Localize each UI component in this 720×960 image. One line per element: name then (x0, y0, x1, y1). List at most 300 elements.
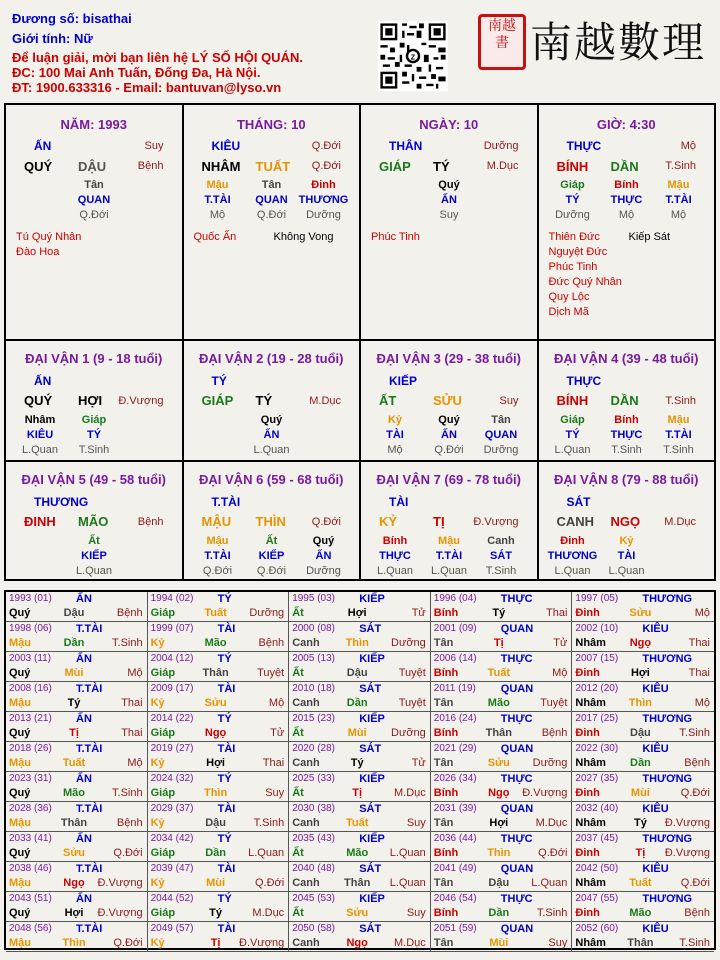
luck-title: ĐẠI VẬN 3 (29 - 38 tuổi) (376, 351, 521, 366)
hidden-god: TÝ (565, 429, 580, 441)
year-ten-god: THƯƠNG (642, 893, 693, 905)
year-label: 2022 (30) (575, 743, 619, 754)
year-phase: Tuyệt (398, 667, 426, 679)
year-stem: Tân (433, 637, 454, 649)
year-cell (148, 592, 290, 622)
year-label: 2036 (44) (433, 833, 477, 844)
hidden-stem: Canh (487, 535, 515, 547)
year-branch: Thìn (628, 697, 652, 709)
luck-period-4 (539, 341, 715, 460)
year-ten-god: THƯƠNG (642, 773, 693, 785)
year-cell (431, 622, 573, 652)
year-branch: Tý (492, 607, 506, 619)
year-branch: Tuất (345, 817, 369, 829)
year-label: 2020 (28) (292, 743, 335, 754)
shen-sha: Không Vong (273, 231, 334, 243)
year-stem: Quý (9, 787, 31, 799)
year-stem: Đinh (575, 907, 600, 919)
year-phase: Thai (688, 667, 710, 679)
year-label: 2046 (54) (433, 893, 477, 904)
year-label: 2031 (39) (433, 803, 477, 814)
year-branch: Dần (630, 757, 651, 769)
year-stem: Kỷ (150, 697, 165, 709)
heavenly-stem: CANH (556, 514, 595, 529)
year-ten-god: KIẾP (359, 593, 385, 605)
year-phase: T.Sinh (679, 937, 710, 949)
year-ten-god: KIẾP (359, 773, 385, 785)
year-cell (572, 712, 714, 742)
earthly-branch: DẬU (78, 159, 107, 174)
life-phase: Q.Đới (311, 140, 341, 152)
year-phase: Q.Đới (538, 847, 568, 859)
year-label: 2049 (57) (150, 923, 194, 934)
year-cell (431, 742, 573, 772)
year-label: 2042 (50) (575, 863, 619, 874)
year-stem: Giáp (150, 787, 176, 799)
year-label: 2048 (56) (9, 923, 52, 934)
pillar-1 (6, 105, 184, 339)
year-ten-god: TÀI (217, 623, 236, 635)
year-phase: M.Dục (535, 817, 568, 829)
pillar-title: NĂM: 1993 (60, 117, 127, 132)
hidden-phase: Mộ (618, 209, 635, 221)
hidden-stem: Kỷ (387, 414, 403, 426)
contact-notice: Để luận giải, mời bạn liên hệ LÝ SỐ HỘI QUÁN. (12, 50, 303, 65)
hidden-phase: Suy (439, 209, 459, 221)
year-label: 2037 (45) (575, 833, 619, 844)
year-cell (431, 652, 573, 682)
year-branch: Hợi (630, 667, 650, 679)
year-phase: Mộ (127, 757, 143, 769)
ten-god: ẤN (34, 139, 52, 153)
earthly-branch: HỢI (78, 393, 103, 408)
year-phase: Q.Đới (680, 787, 710, 799)
year-phase: Bệnh (258, 637, 285, 649)
year-cell (6, 772, 148, 802)
pillar-3 (361, 105, 539, 339)
year-stem: Quý (9, 607, 31, 619)
hidden-phase: Dưỡng (306, 565, 341, 577)
year-stem: Tân (433, 757, 454, 769)
hidden-phase: Dưỡng (306, 209, 341, 221)
hidden-stem: Giáp (560, 179, 585, 191)
year-label: 1995 (03) (292, 593, 335, 604)
year-ten-god: KIÊU (642, 803, 669, 815)
year-label: 1996 (04) (433, 593, 477, 604)
year-branch: Mùi (64, 667, 84, 679)
year-branch: Mùi (630, 787, 650, 799)
year-cell (289, 922, 431, 952)
luck-period-1 (6, 341, 184, 460)
year-branch: Mùi (206, 877, 226, 889)
hidden-god: THƯƠNG (547, 550, 598, 562)
year-label: 2021 (29) (433, 743, 477, 754)
year-label: 2026 (34) (433, 773, 477, 784)
year-phase: Bệnh (541, 727, 568, 739)
shen-sha: Thiên Đức (548, 231, 600, 243)
year-label: 2003 (11) (9, 653, 52, 664)
year-ten-god: KIÊU (642, 683, 669, 695)
hidden-god: T.TÀI (665, 194, 692, 206)
year-label: 2041 (49) (433, 863, 477, 874)
year-branch: Tý (67, 697, 81, 709)
hidden-phase: Mộ (387, 444, 403, 456)
hidden-phase: L.Quan (75, 565, 113, 577)
year-cell (6, 892, 148, 922)
year-cell (431, 712, 573, 742)
year-label: 2047 (55) (575, 893, 619, 904)
year-label: 2017 (25) (575, 713, 619, 724)
hidden-phase: T.Sinh (611, 444, 642, 456)
year-ten-god: ẤN (76, 833, 92, 845)
year-cell (289, 832, 431, 862)
year-ten-god: THỰC (500, 893, 533, 905)
year-label: 2023 (31) (9, 773, 52, 784)
luck-title: ĐẠI VẬN 8 (79 - 88 tuổi) (554, 472, 699, 487)
life-phase: Dưỡng (483, 140, 519, 152)
year-label: 2040 (48) (292, 863, 335, 874)
year-branch: Tị (69, 727, 79, 739)
year-stem: Quý (9, 727, 31, 739)
hidden-god: ẤN (441, 429, 457, 441)
year-ten-god: TÀI (217, 743, 236, 755)
hidden-god: TÝ (86, 429, 102, 441)
year-phase: Dưỡng (391, 727, 426, 739)
year-stem: Đinh (575, 787, 600, 799)
year-ten-god: TÝ (217, 713, 232, 725)
year-ten-god: SÁT (359, 623, 382, 635)
year-branch: Thân (202, 667, 229, 679)
hidden-god: THỰC (610, 429, 643, 441)
year-phase: Thai (688, 637, 710, 649)
year-label: 2034 (42) (150, 833, 194, 844)
year-cell (6, 832, 148, 862)
year-phase: Dưỡng (249, 607, 285, 619)
year-stem: Canh (292, 937, 320, 949)
year-stem: Tân (433, 697, 454, 709)
year-ten-god: QUAN (500, 623, 534, 635)
year-label: 1999 (07) (150, 623, 194, 634)
year-ten-god: T.TÀI (76, 803, 103, 815)
year-cell (431, 862, 573, 892)
luck-period-2 (184, 341, 362, 460)
year-label: 2011 (19) (433, 683, 476, 694)
luck-title: ĐẠI VẬN 7 (69 - 78 tuổi) (376, 472, 521, 487)
year-branch: Mùi (347, 727, 367, 739)
year-ten-god: T.TÀI (76, 743, 103, 755)
hidden-phase: Dưỡng (483, 444, 519, 456)
heavenly-stem: KỶ (379, 514, 398, 529)
year-label: 2024 (32) (150, 773, 194, 784)
year-phase: Mộ (127, 667, 143, 679)
year-phase: Tuyệt (540, 697, 568, 709)
year-ten-god: ẤN (76, 893, 92, 905)
year-ten-god: ẤN (76, 653, 92, 665)
hidden-stem: Bính (614, 414, 639, 426)
pillar-2 (184, 105, 362, 339)
hidden-stem: Đinh (311, 179, 336, 191)
year-branch: Thân (344, 877, 371, 889)
year-phase: T.Sinh (112, 787, 143, 799)
year-stem: Bính (433, 787, 459, 799)
ten-god: THỰC (566, 374, 602, 388)
hidden-stem: Ất (88, 535, 100, 547)
year-stem: Nhâm (575, 877, 606, 889)
luck-title: ĐẠI VẬN 6 (59 - 68 tuổi) (199, 472, 344, 487)
year-branch: Dậu (205, 817, 226, 829)
year-branch: Mão (63, 787, 85, 799)
year-cell (431, 832, 573, 862)
year-branch: Mão (629, 907, 652, 919)
year-cell (6, 922, 148, 952)
year-branch: Hợi (347, 607, 367, 619)
life-phase-self: Bệnh (137, 160, 164, 172)
life-phase: Suy (499, 395, 519, 407)
shen-sha: Đức Quý Nhân (548, 276, 622, 288)
year-label: 2005 (13) (292, 653, 335, 664)
hidden-god: KIẾP (81, 550, 107, 562)
year-ten-god: THỰC (500, 713, 533, 725)
year-ten-god: THƯƠNG (642, 713, 693, 725)
year-cell (431, 892, 573, 922)
year-cell (572, 592, 714, 622)
year-branch: Tị (210, 937, 221, 949)
ten-god: THÂN (389, 139, 423, 153)
hidden-phase: T.Sinh (485, 565, 517, 577)
year-stem: Bính (433, 907, 459, 919)
year-label: 2001 (09) (433, 623, 477, 634)
year-label: 2027 (35) (575, 773, 619, 784)
ten-god: THỰC (566, 139, 602, 153)
year-stem: Quý (9, 907, 31, 919)
year-branch: Ngọ (346, 937, 368, 949)
luck-period-5 (6, 462, 184, 579)
year-branch: Sửu (629, 607, 652, 619)
hidden-god: TÀI (386, 429, 404, 441)
luck-title: ĐẠI VẬN 2 (19 - 28 tuổi) (199, 351, 344, 366)
luck-row (6, 460, 714, 579)
year-ten-god: THỰC (500, 773, 533, 785)
year-branch: Dần (205, 847, 226, 859)
year-label: 2004 (12) (150, 653, 194, 664)
year-label: 1993 (01) (9, 593, 52, 604)
year-cell (572, 832, 714, 862)
year-branch: Thìn (62, 937, 86, 949)
shen-sha: Quốc Ấn (193, 231, 237, 243)
year-stem: Canh (292, 637, 320, 649)
life-phase: Đ.Vượng (473, 516, 519, 528)
year-stem: Canh (292, 817, 320, 829)
year-phase: Mộ (694, 697, 710, 709)
year-cell (148, 832, 290, 862)
year-stem: Nhâm (575, 637, 606, 649)
year-phase: Đ.Vượng (522, 787, 568, 799)
heavenly-stem: MẬU (201, 514, 232, 529)
year-phase: Mộ (268, 697, 285, 709)
earthly-branch: SỬU (433, 393, 462, 408)
hidden-stem: Quý (312, 535, 335, 547)
year-stem: Mậu (9, 937, 31, 949)
four-pillars-table (4, 103, 716, 341)
year-branch: Dậu (488, 877, 510, 889)
hidden-god: THỰC (610, 194, 643, 206)
shen-sha: Đào Hoa (16, 246, 60, 258)
earthly-branch: NGỌ (610, 514, 641, 529)
life-phase: Bệnh (137, 516, 164, 528)
year-label: 2025 (33) (292, 773, 335, 784)
year-stem: Giáp (150, 907, 176, 919)
year-cell (431, 922, 573, 952)
year-branch: Dần (488, 907, 510, 919)
year-ten-god: SÁT (359, 923, 382, 935)
year-cell (572, 922, 714, 952)
year-branch: Ngọ (204, 727, 227, 739)
heavenly-stem: ẤT (379, 393, 397, 408)
shen-sha: Nguyệt Đức (548, 246, 608, 258)
year-phase: Q.Đới (254, 877, 285, 889)
year-label: 2012 (20) (575, 683, 619, 694)
year-cell (289, 742, 431, 772)
year-phase: Dưỡng (532, 757, 568, 769)
seal-stamp (478, 14, 526, 70)
life-phase: M.Dục (309, 395, 341, 407)
hidden-stem: Bính (614, 179, 639, 191)
luck-period-6 (184, 462, 362, 579)
year-branch: Sửu (487, 757, 510, 769)
year-stem: Mậu (9, 877, 31, 889)
year-phase: Tuyệt (257, 667, 285, 679)
year-branch: Sửu (62, 847, 86, 859)
year-cell (572, 682, 714, 712)
year-branch: Thìn (203, 787, 228, 799)
year-label: 2032 (40) (575, 803, 619, 814)
year-cell (148, 682, 290, 712)
year-ten-god: QUAN (500, 863, 534, 875)
year-ten-god: KIẾP (359, 713, 385, 725)
year-label: 2028 (36) (9, 803, 52, 814)
life-phase-self: T.Sinh (665, 160, 696, 172)
year-stem: Nhâm (575, 817, 606, 829)
year-label: 2033 (41) (9, 833, 52, 844)
year-ten-god: KIẾP (359, 653, 385, 665)
hidden-god: TÀI (617, 550, 636, 562)
year-phase: Đ.Vượng (97, 907, 143, 919)
hidden-phase: L.Quan (21, 444, 59, 456)
hidden-god: T.TÀI (204, 194, 231, 206)
year-stem: Quý (9, 847, 31, 859)
year-ten-god: THƯƠNG (642, 653, 693, 665)
year-phase: Bệnh (116, 817, 143, 829)
life-phase: T.Sinh (665, 395, 696, 407)
year-ten-god: THƯƠNG (642, 593, 693, 605)
year-ten-god: ẤN (76, 593, 92, 605)
hidden-god: ẤN (315, 550, 332, 562)
life-phase: Mộ (680, 140, 696, 152)
year-stem: Đinh (575, 847, 600, 859)
year-cell (431, 772, 573, 802)
hidden-god: ẤN (441, 194, 457, 206)
year-phase: Thai (121, 697, 143, 709)
year-branch: Thân (485, 727, 512, 739)
life-phase: Q.Đới (311, 516, 341, 528)
year-label: 2029 (37) (150, 803, 194, 814)
year-branch: Dậu (630, 727, 651, 739)
year-phase: M.Dục (394, 787, 426, 799)
year-branch: Tuất (204, 607, 227, 619)
year-stem: Đinh (575, 607, 600, 619)
luck-period-3 (361, 341, 539, 460)
year-ten-god: THỰC (500, 593, 533, 605)
year-ten-god: TÀI (217, 683, 236, 695)
year-cell (289, 862, 431, 892)
year-phase: Tử (411, 607, 426, 619)
year-stem: Bính (433, 847, 459, 859)
hidden-phase: Mộ (670, 209, 687, 221)
year-label: 1997 (05) (575, 593, 619, 604)
year-branch: Dậu (63, 607, 85, 619)
year-stem: Quý (9, 667, 31, 679)
year-stem: Bính (433, 727, 459, 739)
ten-god: TÀI (389, 495, 409, 509)
year-cell (572, 622, 714, 652)
hidden-stem: Mậu (667, 179, 690, 191)
year-stem: Tân (433, 877, 454, 889)
luck-period-8 (539, 462, 715, 579)
hidden-god: THƯƠNG (298, 194, 349, 206)
year-cell (572, 802, 714, 832)
year-ten-god: TÝ (217, 593, 232, 605)
shen-sha: Quy Lộc (548, 291, 590, 303)
hidden-stem: Tân (491, 414, 511, 426)
hidden-god: THỰC (379, 550, 411, 562)
year-cell (148, 652, 290, 682)
year-stem: Nhâm (575, 937, 606, 949)
year-stem: Ất (292, 667, 304, 679)
year-label: 2052 (60) (575, 923, 619, 934)
year-cell (148, 922, 290, 952)
year-branch: Tý (350, 757, 364, 769)
year-stem: Giáp (150, 667, 176, 679)
hidden-stem: Mậu (667, 414, 690, 426)
hidden-phase: Q.Đới (434, 444, 464, 456)
year-phase: Tử (553, 637, 568, 649)
pillar-title: GIỜ: 4:30 (596, 117, 656, 132)
hidden-stem: Ất (265, 535, 278, 547)
owner-name: Đương số: bisathai (12, 11, 132, 26)
year-stem: Mậu (9, 637, 31, 649)
year-label: 2038 (46) (9, 863, 52, 874)
year-label: 2009 (17) (150, 683, 194, 694)
year-stem: Giáp (150, 607, 176, 619)
year-cell (572, 742, 714, 772)
shen-sha: Tú Quý Nhân (16, 231, 82, 243)
earthly-branch: DẦN (610, 393, 639, 408)
life-phase: Suy (144, 140, 164, 152)
year-ten-god: THỰC (500, 833, 533, 845)
year-branch: Tị (352, 787, 363, 799)
year-stem: Bính (433, 667, 459, 679)
logo: 南越數理 (530, 18, 707, 67)
year-phase: Đ.Vượng (97, 877, 143, 889)
year-phase: Q.Đới (113, 937, 143, 949)
pillar-4 (539, 105, 715, 339)
earthly-branch: TỊ (433, 514, 445, 529)
year-label: 2000 (08) (292, 623, 335, 634)
hidden-stem: Tân (261, 179, 282, 191)
year-branch: Dần (346, 697, 368, 709)
year-label: 2002 (10) (575, 623, 619, 634)
year-stem: Mậu (9, 817, 31, 829)
